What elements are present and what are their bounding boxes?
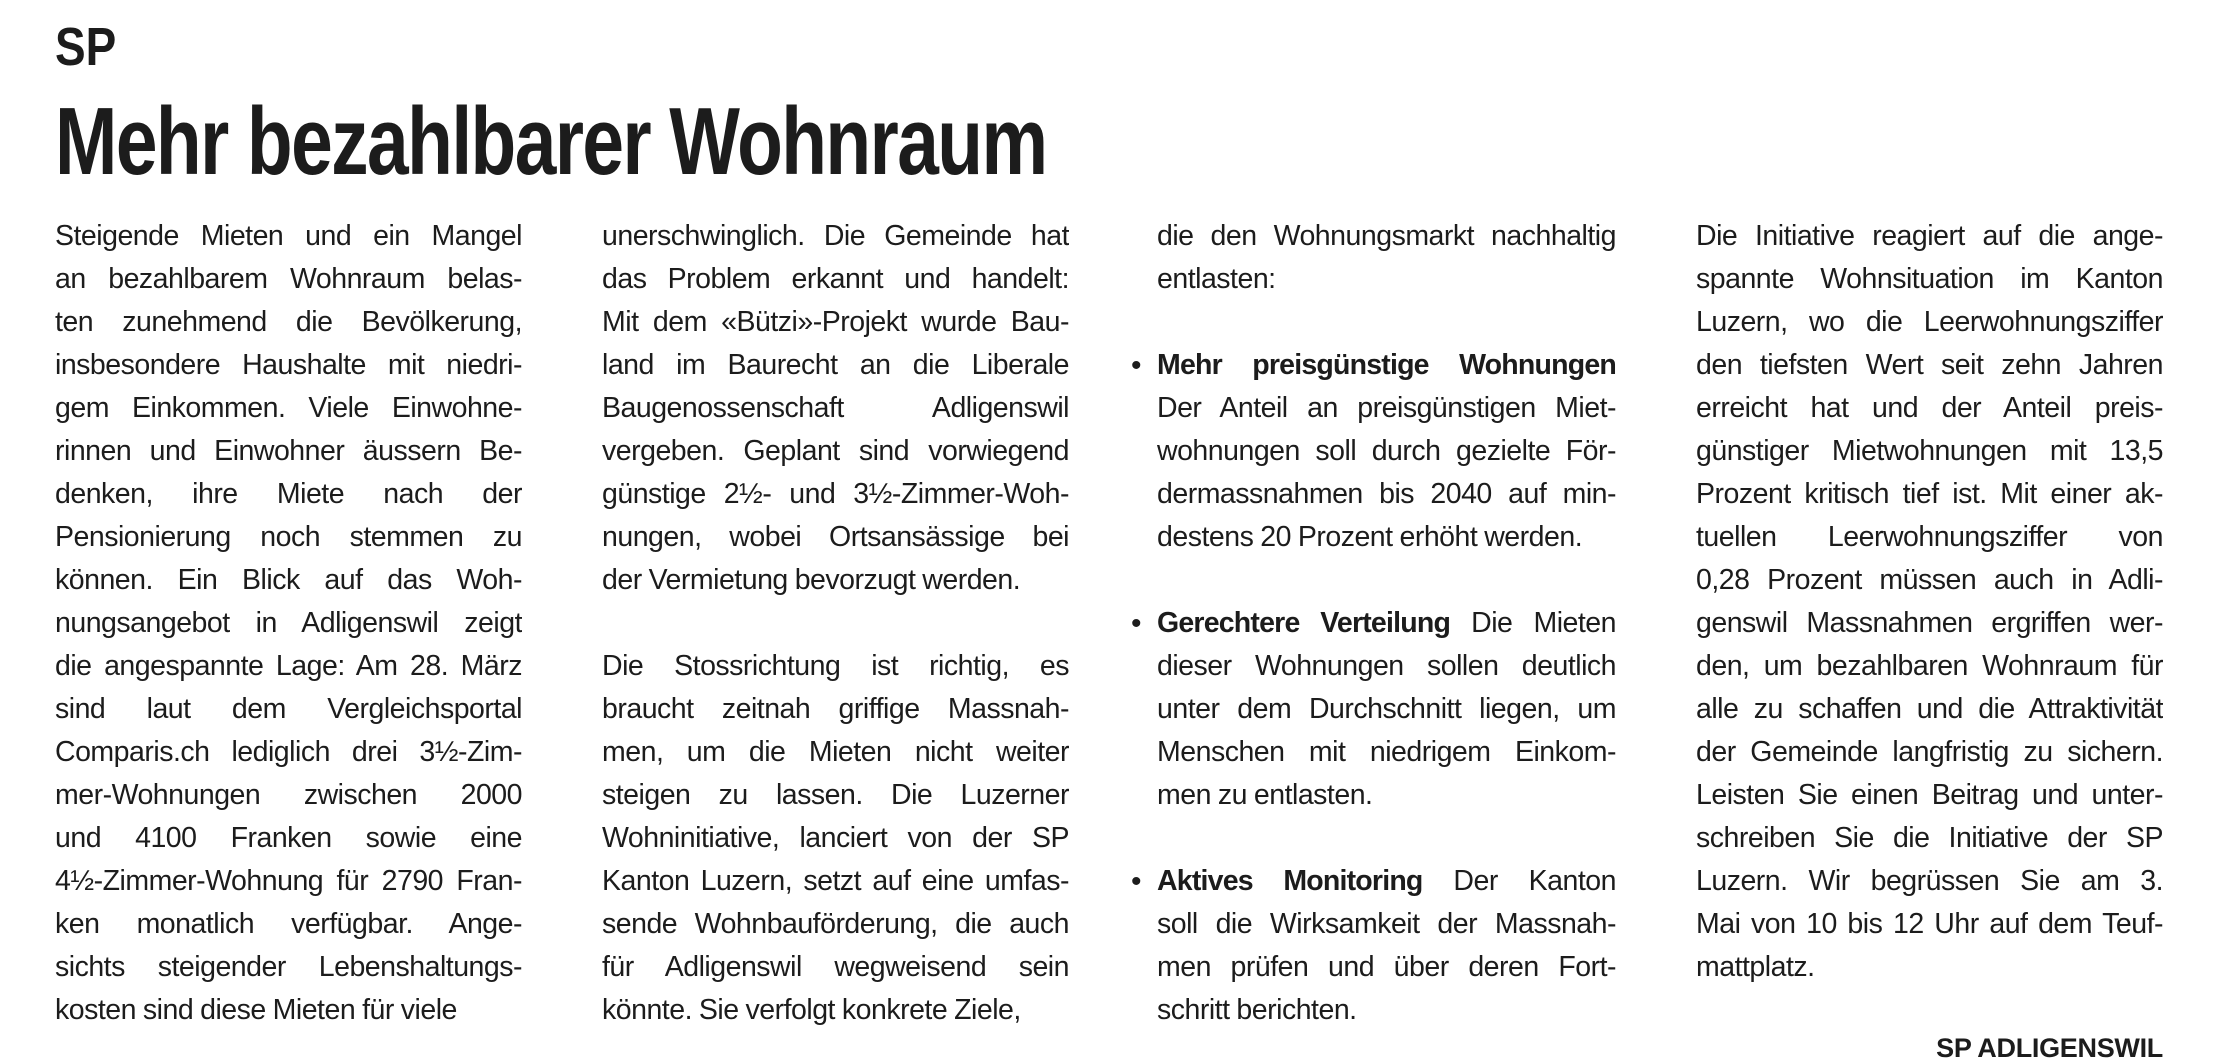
text-line: die angespannte Lage: Am 28. März [55, 650, 522, 682]
text-line: und 4100 Franken sowie eine [55, 822, 522, 854]
paragraph [1157, 215, 1616, 301]
bullet-icon: • [1131, 349, 1142, 382]
text-line: soll die Wirksamkeit der Massnah- [1157, 908, 1616, 940]
text-line: Mai von 10 bis 12 Uhr auf dem Teuf- [1696, 908, 2163, 940]
text-line: men zu entlasten. [1157, 779, 1373, 811]
bullet-icon: • [1131, 865, 1142, 898]
text-line: Mit dem «Bützi»-Projekt wurde Bau- [602, 306, 1069, 338]
text-line: rinnen und Einwohner äussern Be- [55, 435, 522, 467]
text-line: Leisten Sie einen Beitrag und unter- [1696, 779, 2163, 811]
text-line: Luzern. Wir begrüssen Sie am 3. [1696, 865, 2163, 897]
article-body [55, 215, 2163, 1064]
text-line: alle zu schaffen und die Attraktivität [1696, 693, 2163, 725]
text-line: günstige 2½- und 3½-Zimmer-Woh- [602, 478, 1069, 510]
text-line: könnte. Sie verfolgt konkrete Ziele, [602, 994, 1021, 1026]
text-line: nungsangebot in Adligenswil zeigt [55, 607, 522, 639]
text-line: genswil Massnahmen ergriffen wer- [1696, 607, 2163, 639]
text-line: für Adligenswil wegweisend sein [602, 951, 1069, 983]
text-line: Luzern, wo die Leerwohnungsziffer [1696, 306, 2163, 338]
paragraph [602, 215, 1069, 602]
text-line: den tiefsten Wert seit zehn Jahren [1696, 349, 2163, 381]
bullet-item [1131, 602, 1616, 817]
text-line: sind laut dem Vergleichsportal [55, 693, 522, 725]
paragraph [602, 645, 1069, 1032]
text-line: Menschen mit niedrigem Einkom- [1157, 736, 1616, 768]
text-line: Wohninitiative, lanciert von der SP [602, 822, 1069, 854]
text-line: erreicht hat und der Anteil preis- [1696, 392, 2163, 424]
text-line: braucht zeitnah griffige Massnah- [602, 693, 1069, 725]
text-line: Kanton Luzern, setzt auf eine umfas- [602, 865, 1069, 897]
text-line: den, um bezahlbaren Wohnraum für [1696, 650, 2163, 682]
text-line: Die Stossrichtung ist richtig, es [602, 650, 1069, 682]
text-line: nungen, wobei Ortsansässige bei [602, 521, 1069, 553]
bullet-icon: • [1131, 607, 1142, 640]
text-line: Die Initiative reagiert auf die ange- [1696, 220, 2163, 252]
text-line: unerschwinglich. Die Gemeinde hat [602, 220, 1069, 252]
paragraph [1696, 215, 2163, 989]
text-line: entlasten: [1157, 263, 1276, 295]
text-line: wohnungen soll durch gezielte För- [1157, 435, 1616, 467]
text-line: dermassnahmen bis 2040 auf min- [1157, 478, 1616, 510]
text-line: schreiben Sie die Initiative der SP [1696, 822, 2163, 854]
text-line: Steigende Mieten und ein Mangel [55, 220, 522, 252]
text-line: 4½-Zimmer-Wohnung für 2790 Fran- [55, 865, 522, 897]
text-line: land im Baurecht an die Liberale [602, 349, 1069, 381]
text-line: Gerechtere Verteilung Die Mieten [1157, 607, 1616, 639]
text-line: günstiger Mietwohnungen mit 13,5 [1696, 435, 2163, 467]
text-line: Mehr preisgünstige Wohnungen [1157, 349, 1616, 381]
article-column-4 [1696, 215, 2163, 1064]
text-line: sende Wohnbauförderung, die auch [602, 908, 1069, 940]
text-line: schritt berichten. [1157, 994, 1357, 1026]
article-column-3 [1131, 215, 1616, 1032]
text-line: Aktives Monitoring Der Kanton [1157, 865, 1616, 897]
text-line: Prozent kritisch tief ist. Mit einer ak- [1696, 478, 2163, 510]
text-line: 0,28 Prozent müssen auch in Adli- [1696, 564, 2163, 596]
text-line: men prüfen und über deren Fort- [1157, 951, 1616, 983]
text-line: dieser Wohnungen sollen deutlich [1157, 650, 1616, 682]
text-line: ten zunehmend die Bevölkerung, [55, 306, 522, 338]
text-line: denken, ihre Miete nach der [55, 478, 522, 510]
text-line: gem Einkommen. Viele Einwohne- [55, 392, 522, 424]
text-line: steigen zu lassen. Die Luzerner [602, 779, 1069, 811]
text-line: destens 20 Prozent erhöht werden. [1157, 521, 1583, 553]
text-line: mer-Wohnungen zwischen 2000 [55, 779, 522, 811]
text-line: vergeben. Geplant sind vorwiegend [602, 435, 1069, 467]
text-line: tuellen Leerwohnungsziffer von [1696, 521, 2163, 553]
text-line: an bezahlbarem Wohnraum belas- [55, 263, 522, 295]
bullet-item [1131, 860, 1616, 1032]
text-line: mattplatz. [1696, 951, 1815, 983]
text-line: der Gemeinde langfristig zu sichern. [1696, 736, 2163, 768]
article-kicker: SP [55, 17, 117, 77]
text-line: spannte Wohnsituation im Kanton [1696, 263, 2163, 295]
text-line: die den Wohnungsmarkt nachhaltig [1157, 220, 1616, 252]
article-column-2 [602, 215, 1069, 1032]
text-line: kosten sind diese Mieten für viele [55, 994, 457, 1026]
text-line: ken monatlich verfügbar. Ange- [55, 908, 522, 940]
author-credit: SP ADLIGENSWIL [1936, 1033, 2163, 1063]
text-line: unter dem Durchschnitt liegen, um [1157, 693, 1616, 725]
text-line: das Problem erkannt und handelt: [602, 263, 1069, 295]
text-line: können. Ein Blick auf das Woh- [55, 564, 522, 596]
text-line: Baugenossenschaft Adligenswil [602, 392, 1069, 424]
text-line: men, um die Mieten nicht weiter [602, 736, 1069, 768]
paragraph [55, 215, 522, 1032]
text-line: Pensionierung noch stemmen zu [55, 521, 522, 553]
text-line: Der Anteil an preisgünstigen Miet- [1157, 392, 1616, 424]
article-column-1 [55, 215, 522, 1032]
text-line: Comparis.ch lediglich drei 3½-Zim- [55, 736, 522, 768]
article-headline: Mehr bezahlbarer Wohnraum [55, 88, 1047, 195]
text-line: sichts steigender Lebenshaltungs- [55, 951, 522, 983]
bullet-item [1131, 344, 1616, 559]
text-line: der Vermietung bevorzugt werden. [602, 564, 1021, 596]
text-line: insbesondere Haushalte mit niedri- [55, 349, 522, 381]
